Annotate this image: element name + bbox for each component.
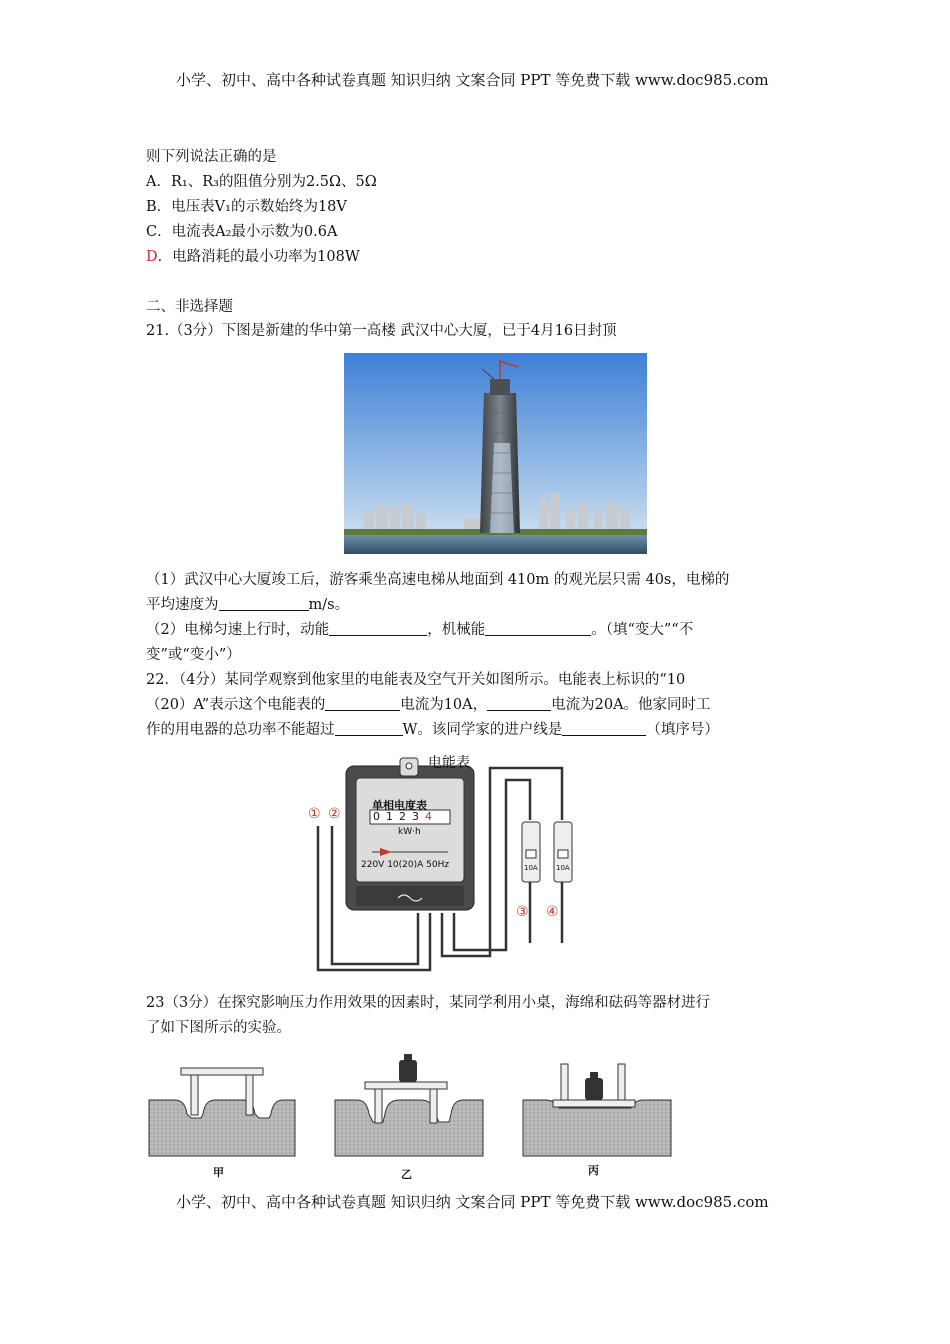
meter-title: 电能表: [428, 755, 470, 771]
answer-letter: D: [146, 249, 158, 265]
q20-option-c: C．电流表A₂最小示数为0.6A: [146, 224, 338, 240]
figure-label-bing: 丙: [588, 1164, 599, 1177]
meter-rating: 220V 10(20)A 50Hz: [361, 860, 450, 870]
wire-label-3: ③: [516, 904, 529, 920]
q22-line1: 22．（4分）某同学观察到他家里的电能表及空气开关如图所示。电能表上标识的“10: [146, 672, 686, 688]
meter-diagram: [300, 748, 590, 978]
q22-line3: 作的用电器的总功率不能超过 W。该同学家的进户线是 （填序号）: [146, 722, 719, 738]
breaker-label-left: 10A: [524, 864, 538, 872]
q21-part2-line2: 变”或“变小”）: [146, 647, 241, 663]
q20-option-a: A．R₁、R₃的阻值分别为2.5Ω、5Ω: [146, 174, 377, 190]
q20-option-d: D．电路消耗的最小功率为108W: [146, 249, 360, 265]
q21-part1-line1: （1）武汉中心大厦竣工后，游客乘坐高速电梯从地面到 410m 的观光层只需 40s，电梯的: [146, 572, 730, 588]
q20-stem: 则下列说法正确的是: [146, 149, 277, 165]
meter-name: 单相电度表: [372, 799, 427, 812]
answer-blank[interactable]: [329, 620, 427, 636]
page-header: 小学、初中、高中各种试卷真题 知识归纳 文案合同 PPT 等免费下载 www.doc985.com: [176, 71, 769, 89]
q23-line1: 23（3分）在探究影响压力作用效果的因素时，某同学利用小桌，海绵和砝码等器材进行: [146, 995, 711, 1011]
figure-label-yi: 乙: [401, 1168, 412, 1181]
page-footer: 小学、初中、高中各种试卷真题 知识归纳 文案合同 PPT 等免费下载 www.doc985.com: [176, 1193, 769, 1211]
answer-blank[interactable]: [219, 595, 309, 611]
q21-part2-line1: （2）电梯匀速上行时，动能 ，机械能 。（填“变大”“不: [146, 622, 694, 638]
figure-label-jia: 甲: [213, 1166, 224, 1179]
meter-unit: kW·h: [398, 827, 421, 837]
wire-label-2: ②: [328, 806, 341, 822]
answer-blank[interactable]: [562, 720, 646, 736]
answer-blank[interactable]: [335, 720, 403, 736]
answer-blank[interactable]: [325, 695, 400, 711]
wire-label-4: ④: [546, 904, 559, 920]
tower-photo: [344, 353, 647, 554]
section-title: 二、非选择题: [146, 299, 233, 315]
meter-digits: 01234: [373, 810, 438, 823]
q20-option-b: B．电压表V₁的示数始终为18V: [146, 199, 347, 215]
wire-label-1: ①: [308, 806, 321, 822]
q21-part1-line2: 平均速度为 m/s。: [146, 597, 350, 613]
breaker-label-right: 10A: [556, 864, 570, 872]
sponge-figure: [145, 1048, 815, 1184]
q22-line2: （20）A”表示这个电能表的 电流为10A， 电流为20A。他家同时工: [146, 697, 711, 713]
answer-blank[interactable]: [485, 620, 591, 636]
q21-stem: 21.（3分）下图是新建的华中第一高楼 武汉中心大厦，已于4月16日封顶: [146, 323, 617, 339]
q23-line2: 了如下图所示的实验。: [146, 1020, 291, 1036]
answer-blank[interactable]: [487, 695, 551, 711]
